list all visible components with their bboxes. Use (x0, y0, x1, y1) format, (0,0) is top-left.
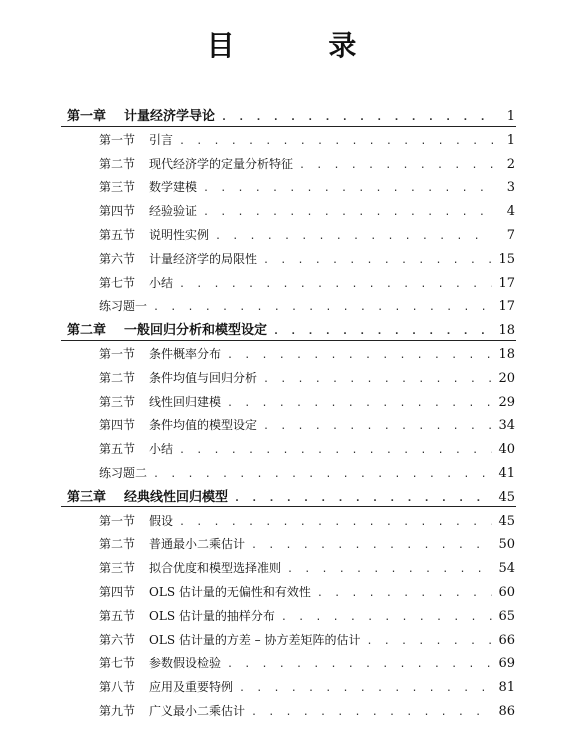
toc-section-row[interactable] (67, 557, 515, 581)
toc-exercise-row[interactable] (67, 462, 515, 486)
toc-page-number: 86 (498, 703, 515, 719)
toc-entry-title: 拟合优度和模型选择准则 (149, 561, 282, 576)
toc-entry-label: 第六节 (99, 251, 136, 266)
toc-dot-leader (203, 177, 493, 200)
toc-page-number: 29 (498, 394, 515, 410)
toc-dot-leader (263, 368, 492, 391)
toc-dot-leader (227, 653, 492, 676)
toc-page-number: 18 (498, 346, 515, 362)
toc-section-row[interactable] (67, 343, 515, 367)
toc-page-number: 65 (498, 608, 515, 624)
toc-entry-title: 参数假设检验 (149, 656, 222, 671)
toc-section-row[interactable] (67, 605, 515, 629)
toc-section-row[interactable] (67, 414, 515, 438)
toc-dot-leader (287, 558, 492, 581)
toc-section-row[interactable] (67, 200, 515, 224)
toc-entry-label: 第三章 (67, 489, 107, 505)
toc-page-number: 18 (498, 323, 515, 339)
page-title: 目 录 (206, 29, 399, 62)
toc-dot-leader (227, 344, 492, 367)
toc-dot-leader (215, 225, 493, 248)
toc-entry-label: 第三节 (99, 180, 136, 195)
toc-entry-label: 第七节 (99, 275, 136, 290)
toc-entry-label: 第六节 (99, 632, 136, 647)
toc-exercise-row[interactable] (67, 295, 515, 319)
toc-page-number: 69 (498, 656, 515, 672)
toc-section-row[interactable] (67, 367, 515, 391)
toc-section-row[interactable] (67, 129, 515, 153)
toc-dot-leader (317, 582, 493, 605)
toc-entry-title: 一般回归分析和模型设定 (124, 323, 268, 339)
toc-dot-leader (179, 511, 492, 534)
toc-dot-leader (299, 154, 493, 177)
toc-section-row[interactable] (67, 700, 515, 724)
toc-entry-label: 第五节 (99, 227, 136, 242)
toc-entry-label: 第四节 (99, 418, 136, 433)
toc-page-number: 50 (498, 537, 515, 553)
toc-dot-leader (179, 130, 493, 153)
toc-entry-title: 数学建模 (149, 180, 198, 195)
toc-entry-label: 第九节 (99, 703, 136, 718)
toc-section-row[interactable] (67, 676, 515, 700)
toc-section-row[interactable] (67, 438, 515, 462)
table-of-contents (67, 105, 515, 724)
toc-page-number: 81 (498, 680, 515, 696)
toc-entry-label: 第三节 (99, 394, 136, 409)
toc-entry-label: 第一节 (99, 132, 136, 147)
toc-section-row[interactable] (67, 533, 515, 557)
toc-entry-label: 第一节 (99, 346, 136, 361)
toc-dot-leader (221, 106, 493, 129)
toc-dot-leader (179, 273, 492, 296)
toc-entry-title: OLS 估计量的方差 – 协方差矩阵的估计 (149, 632, 361, 647)
toc-entry-title: 说明性实例 (149, 227, 210, 242)
toc-page-number: 54 (498, 561, 515, 577)
toc-section-row[interactable] (67, 391, 515, 415)
toc-dot-leader (153, 463, 492, 486)
toc-page-number: 2 (506, 156, 515, 172)
toc-entry-label: 第二章 (67, 323, 107, 339)
toc-section-row[interactable] (67, 581, 515, 605)
toc-entry-title: 小结 (149, 442, 174, 457)
toc-dot-leader (273, 320, 492, 343)
toc-dot-leader (179, 439, 492, 462)
toc-page-number: 66 (498, 632, 515, 648)
toc-dot-leader (281, 606, 493, 629)
toc-chapter-row[interactable] (67, 486, 515, 510)
toc-entry-title: OLS 估计量的无偏性和有效性 (149, 584, 311, 599)
toc-chapter-row[interactable] (67, 105, 515, 129)
toc-dot-leader (251, 534, 492, 557)
toc-page-number: 4 (506, 204, 515, 220)
toc-page-number: 15 (498, 251, 515, 267)
toc-page-number: 3 (506, 180, 515, 196)
toc-section-row[interactable] (67, 272, 515, 296)
toc-section-row[interactable] (67, 153, 515, 177)
toc-page-number: 17 (498, 275, 515, 291)
toc-dot-leader (227, 392, 492, 415)
toc-entry-title: 计量经济学的局限性 (149, 251, 258, 266)
toc-entry-title: OLS 估计量的抽样分布 (149, 608, 275, 623)
toc-page-number: 60 (498, 584, 515, 600)
toc-entry-label: 第三节 (99, 561, 136, 576)
toc-section-row[interactable] (67, 652, 515, 676)
toc-dot-leader (263, 249, 492, 272)
toc-entry-label: 第二节 (99, 156, 136, 171)
toc-entry-title: 现代经济学的定量分析特征 (149, 156, 294, 171)
toc-entry-title: 条件概率分布 (149, 346, 222, 361)
toc-entry-title: 经验验证 (149, 204, 198, 219)
toc-dot-leader (251, 701, 492, 724)
toc-dot-leader (239, 677, 492, 700)
toc-dot-leader (203, 201, 493, 224)
toc-entry-title: 广义最小二乘估计 (149, 703, 246, 718)
toc-section-row[interactable] (67, 176, 515, 200)
toc-entry-label: 第七节 (99, 656, 136, 671)
toc-entry-label: 练习题二 (99, 465, 148, 480)
toc-page-number: 17 (498, 299, 515, 315)
toc-page-number: 45 (498, 513, 515, 529)
toc-section-row[interactable] (67, 510, 515, 534)
toc-entry-label: 第五节 (99, 608, 136, 623)
toc-page-number: 41 (498, 465, 515, 481)
toc-entry-title: 假设 (149, 513, 174, 528)
toc-page-number: 40 (498, 442, 515, 458)
toc-page-number: 7 (506, 227, 515, 243)
toc-section-row[interactable] (67, 224, 515, 248)
toc-entry-title: 条件均值的模型设定 (149, 418, 258, 433)
toc-entry-label: 第四节 (99, 584, 136, 599)
toc-entry-label: 第四节 (99, 204, 136, 219)
toc-dot-leader (263, 415, 492, 438)
toc-entry-title: 线性回归建模 (149, 394, 222, 409)
toc-page-number: 45 (498, 489, 515, 505)
toc-entry-title: 条件均值与回归分析 (149, 370, 258, 385)
toc-entry-label: 第五节 (99, 442, 136, 457)
toc-entry-title: 引言 (149, 132, 174, 147)
toc-entry-label: 第八节 (99, 680, 136, 695)
toc-dot-leader (367, 630, 493, 653)
toc-entry-label: 练习题一 (99, 299, 148, 314)
toc-entry-title: 应用及重要特例 (149, 680, 234, 695)
toc-page-number: 34 (498, 418, 515, 434)
toc-chapter-row[interactable] (67, 319, 515, 343)
toc-entry-label: 第一节 (99, 513, 136, 528)
toc-section-row[interactable] (67, 248, 515, 272)
toc-page-number: 1 (506, 132, 515, 148)
toc-page-number: 1 (506, 109, 515, 124)
toc-entry-label: 第二节 (99, 370, 136, 385)
toc-entry-label: 第一章 (67, 109, 107, 124)
toc-entry-title: 经典线性回归模型 (124, 489, 229, 505)
toc-page-number: 20 (498, 370, 515, 386)
toc-entry-title: 计量经济学导论 (124, 109, 216, 124)
toc-dot-leader (234, 487, 492, 510)
toc-entry-title: 普通最小二乘估计 (149, 537, 246, 552)
toc-entry-title: 小结 (149, 275, 174, 290)
toc-entry-label: 第二节 (99, 537, 136, 552)
toc-dot-leader (153, 296, 492, 319)
toc-section-row[interactable] (67, 629, 515, 653)
